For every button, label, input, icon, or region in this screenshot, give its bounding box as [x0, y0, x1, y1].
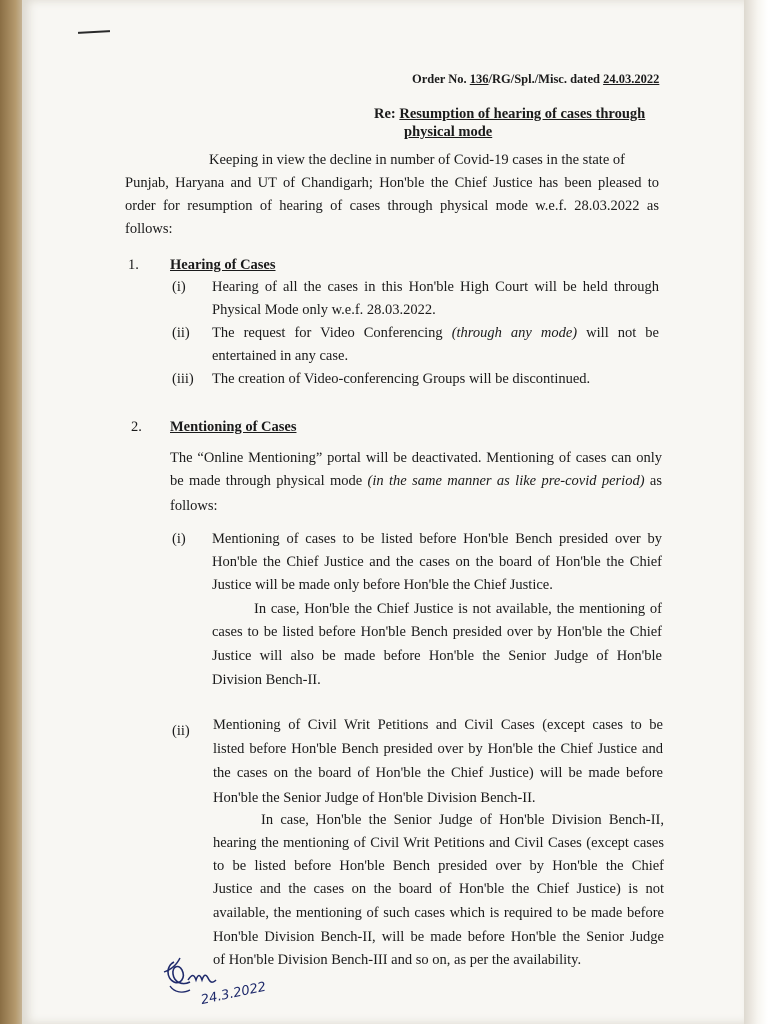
section-1-item-text: [212, 324, 659, 342]
handwritten-signature: [160, 952, 280, 1013]
section-1-item-num: (iii): [172, 371, 194, 387]
subject-re-label: Re:: [374, 106, 396, 122]
signature-date: 24.3.2022: [199, 979, 268, 1008]
section-1-item-num: (ii): [172, 325, 190, 341]
section-1-item-text: The creation of Video-conferencing Groups will be discontinued.: [212, 371, 591, 387]
order-ref: /RG/Spl./Misc. dated: [488, 72, 604, 86]
page-right-edge: [742, 0, 768, 1024]
subject-line-1: [374, 105, 645, 123]
section-2-item-line: Mentioning of cases to be listed before Hon'ble Bench presided over by: [212, 531, 662, 547]
section-2-item-num: (ii): [172, 723, 190, 739]
section-2-heading: Mentioning of Cases: [170, 419, 297, 435]
subject-title: Resumption of hearing of cases through: [399, 106, 646, 122]
intro-line: Keeping in view the decline in number of Covid-19 cases in the state of: [209, 152, 625, 168]
section-1-item-text: Hearing of all the cases in this Hon'ble High Court will be held through: [212, 279, 659, 295]
section-2-item-line: the cases on the board of Hon'ble the Chief Justice) will be made before: [213, 765, 663, 781]
section-2-para-line: follows:: [170, 498, 218, 514]
section-1-item-num: (i): [172, 279, 186, 295]
order-date: 24.03.2022: [603, 72, 660, 86]
section-2-item-sub-line: to be listed before Hon'ble Bench presided over by Hon'ble the Chief: [213, 858, 664, 874]
intro-line: follows:: [125, 221, 173, 237]
section-2-item-sub-line: Division Bench-II.: [212, 672, 321, 688]
section-2-item-line: listed before Hon'ble Bench presided over by Hon'ble the Chief Justice and: [213, 741, 663, 757]
para-text-part: be made through physical mode: [170, 473, 368, 489]
section-2-item-sub-line: In case, Hon'ble the Chief Justice is not available, the mentioning of: [254, 601, 662, 617]
section-2-item-sub-line: In case, Hon'ble the Senior Judge of Hon'ble Division Bench-II,: [261, 812, 664, 828]
order-number: 136: [469, 72, 489, 86]
section-1-number: 1.: [128, 257, 139, 273]
order-prefix: Order No.: [412, 72, 470, 86]
section-2-item-sub-line: hearing the mentioning of Civil Writ Petitions and Civil Cases (except cases: [213, 835, 664, 851]
section-2-item-line: Hon'ble the Senior Judge of Hon'ble Division Bench-II.: [213, 790, 536, 806]
section-2-item-sub-line: available, the mentioning of such cases which is required to be made before: [213, 905, 664, 921]
item-text-part: will not be: [577, 325, 659, 341]
item-text-part: The request for Video Conferencing: [212, 325, 452, 341]
section-1-item-text: Physical Mode only w.e.f. 28.03.2022.: [212, 302, 436, 318]
section-2-para-line: [170, 472, 662, 490]
section-2-item-sub-line: Hon'ble Division Bench-II, will be made before Hon'ble the Senior Judge: [213, 929, 664, 945]
section-2-item-num: (i): [172, 531, 186, 547]
signature-scribble: [160, 952, 280, 1008]
section-2-para-line: The “Online Mentioning” portal will be deactivated. Mentioning of cases can only: [170, 450, 662, 466]
intro-line: order for resumption of hearing of cases through physical mode w.e.f. 28.03.2022 as: [125, 198, 659, 214]
subject-line-2: physical mode: [404, 124, 493, 140]
section-2-number: 2.: [131, 419, 142, 435]
section-2-item-sub-line: of Hon'ble Division Bench-III and so on, as per the availability.: [213, 952, 582, 968]
section-2-item-line: Justice will be made only before Hon'ble the Chief Justice.: [212, 577, 553, 593]
section-2-item-line: Hon'ble the Chief Justice and the cases on the board of Hon'ble the Chief: [212, 554, 662, 570]
section-2-item-sub-line: Justice and the cases on the board of Hon'ble the Chief Justice) is not: [213, 881, 664, 897]
order-number-line: [412, 70, 659, 88]
section-1-heading: Hearing of Cases: [170, 257, 276, 273]
section-2-item-sub-line: Justice will also be made before Hon'ble the Senior Judge of Hon'ble: [212, 648, 662, 664]
section-2-item-sub-line: cases to be listed before Hon'ble Bench presided over by Hon'ble the Chief: [212, 624, 662, 640]
section-2-item-line: Mentioning of Civil Writ Petitions and Civil Cases (except cases to be: [213, 717, 663, 733]
para-text-italic: (in the same manner as like pre-covid period): [367, 473, 645, 489]
section-1-item-text: entertained in any case.: [212, 348, 349, 364]
para-text-part: as: [644, 473, 662, 489]
item-text-italic: (through any mode): [451, 325, 578, 341]
intro-line: Punjab, Haryana and UT of Chandigarh; Hon'ble the Chief Justice has been pleased to: [125, 175, 659, 191]
